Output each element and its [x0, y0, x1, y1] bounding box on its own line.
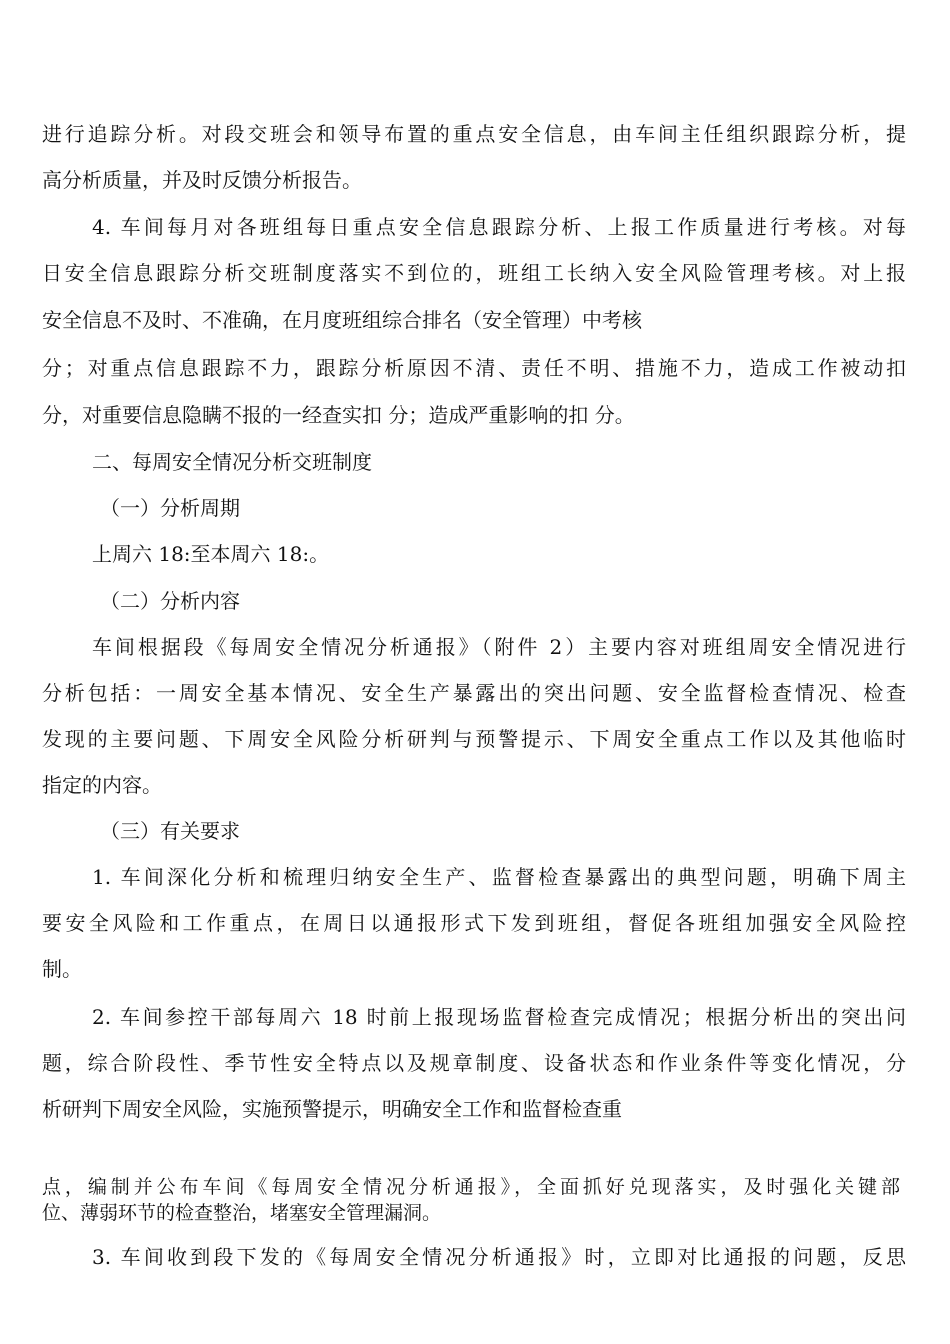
paragraph-line: 高分析质量，并及时反馈分析报告。 — [42, 168, 362, 192]
paragraph-line: 3. 车间收到段下发的《每周安全情况分析通报》时，立即对比通报的问题，反思 — [92, 1245, 906, 1269]
paragraph-line: 进行追踪分析。对段交班会和领导布置的重点安全信息，由车间主任组织跟踪分析，提 — [42, 122, 906, 146]
paragraph-line: 车间根据段《每周安全情况分析通报》（附件 2）主要内容对班组周安全情况进行 — [92, 635, 906, 659]
paragraph-line: 1. 车间深化分析和梳理归纳安全生产、监督检查暴露出的典型问题，明确下周主 — [92, 865, 906, 889]
subsection-heading: （二）分析内容 — [100, 589, 240, 613]
paragraph-line: 日安全信息跟踪分析交班制度落实不到位的，班组工长纳入安全风险管理考核。对上报 — [42, 261, 906, 285]
subsection-heading: （三）有关要求 — [100, 819, 240, 843]
paragraph-line: 指定的内容。 — [42, 773, 162, 797]
subsection-heading: （一）分析周期 — [100, 496, 240, 520]
paragraph-line: 制。 — [42, 957, 82, 981]
paragraph-line: 分；对重点信息跟踪不力，跟踪分析原因不清、责任不明、措施不力，造成工作被动扣 — [42, 356, 906, 380]
paragraph-line: 发现的主要问题、下周安全风险分析研判与预警提示、下周安全重点工作以及其他临时 — [42, 727, 906, 751]
paragraph-line: 点，编制并公布车间《每周安全情况分析通报》，全面抓好兑现落实，及时强化关键部 — [42, 1176, 900, 1198]
paragraph-line: 4. 车间每月对各班组每日重点安全信息跟踪分析、上报工作质量进行考核。对每 — [92, 215, 906, 239]
paragraph-line: 分，对重要信息隐瞒不报的一经查实扣 分；造成严重影响的扣 分。 — [42, 403, 635, 427]
paragraph-line: 安全信息不及时、不准确，在月度班组综合排名（安全管理）中考核 — [42, 308, 642, 332]
paragraph-line: 位、薄弱环节的检查整治，堵塞安全管理漏洞。 — [42, 1202, 442, 1224]
paragraph-line: 上周六 18:至本周六 18:。 — [92, 542, 330, 566]
paragraph-line: 分析包括：一周安全基本情况、安全生产暴露出的突出问题、安全监督检查情况、检查 — [42, 681, 906, 705]
paragraph-line: 要安全风险和工作重点，在周日以通报形式下发到班组，督促各班组加强安全风险控 — [42, 911, 906, 935]
paragraph-line: 题，综合阶段性、季节性安全特点以及规章制度、设备状态和作业条件等变化情况，分 — [42, 1051, 906, 1075]
paragraph-line: 析研判下周安全风险，实施预警提示，明确安全工作和监督检查重 — [42, 1097, 622, 1121]
paragraph-line: 2. 车间参控干部每周六 18 时前上报现场监督检查完成情况；根据分析出的突出问 — [92, 1005, 906, 1029]
section-heading: 二、每周安全情况分析交班制度 — [92, 450, 372, 474]
